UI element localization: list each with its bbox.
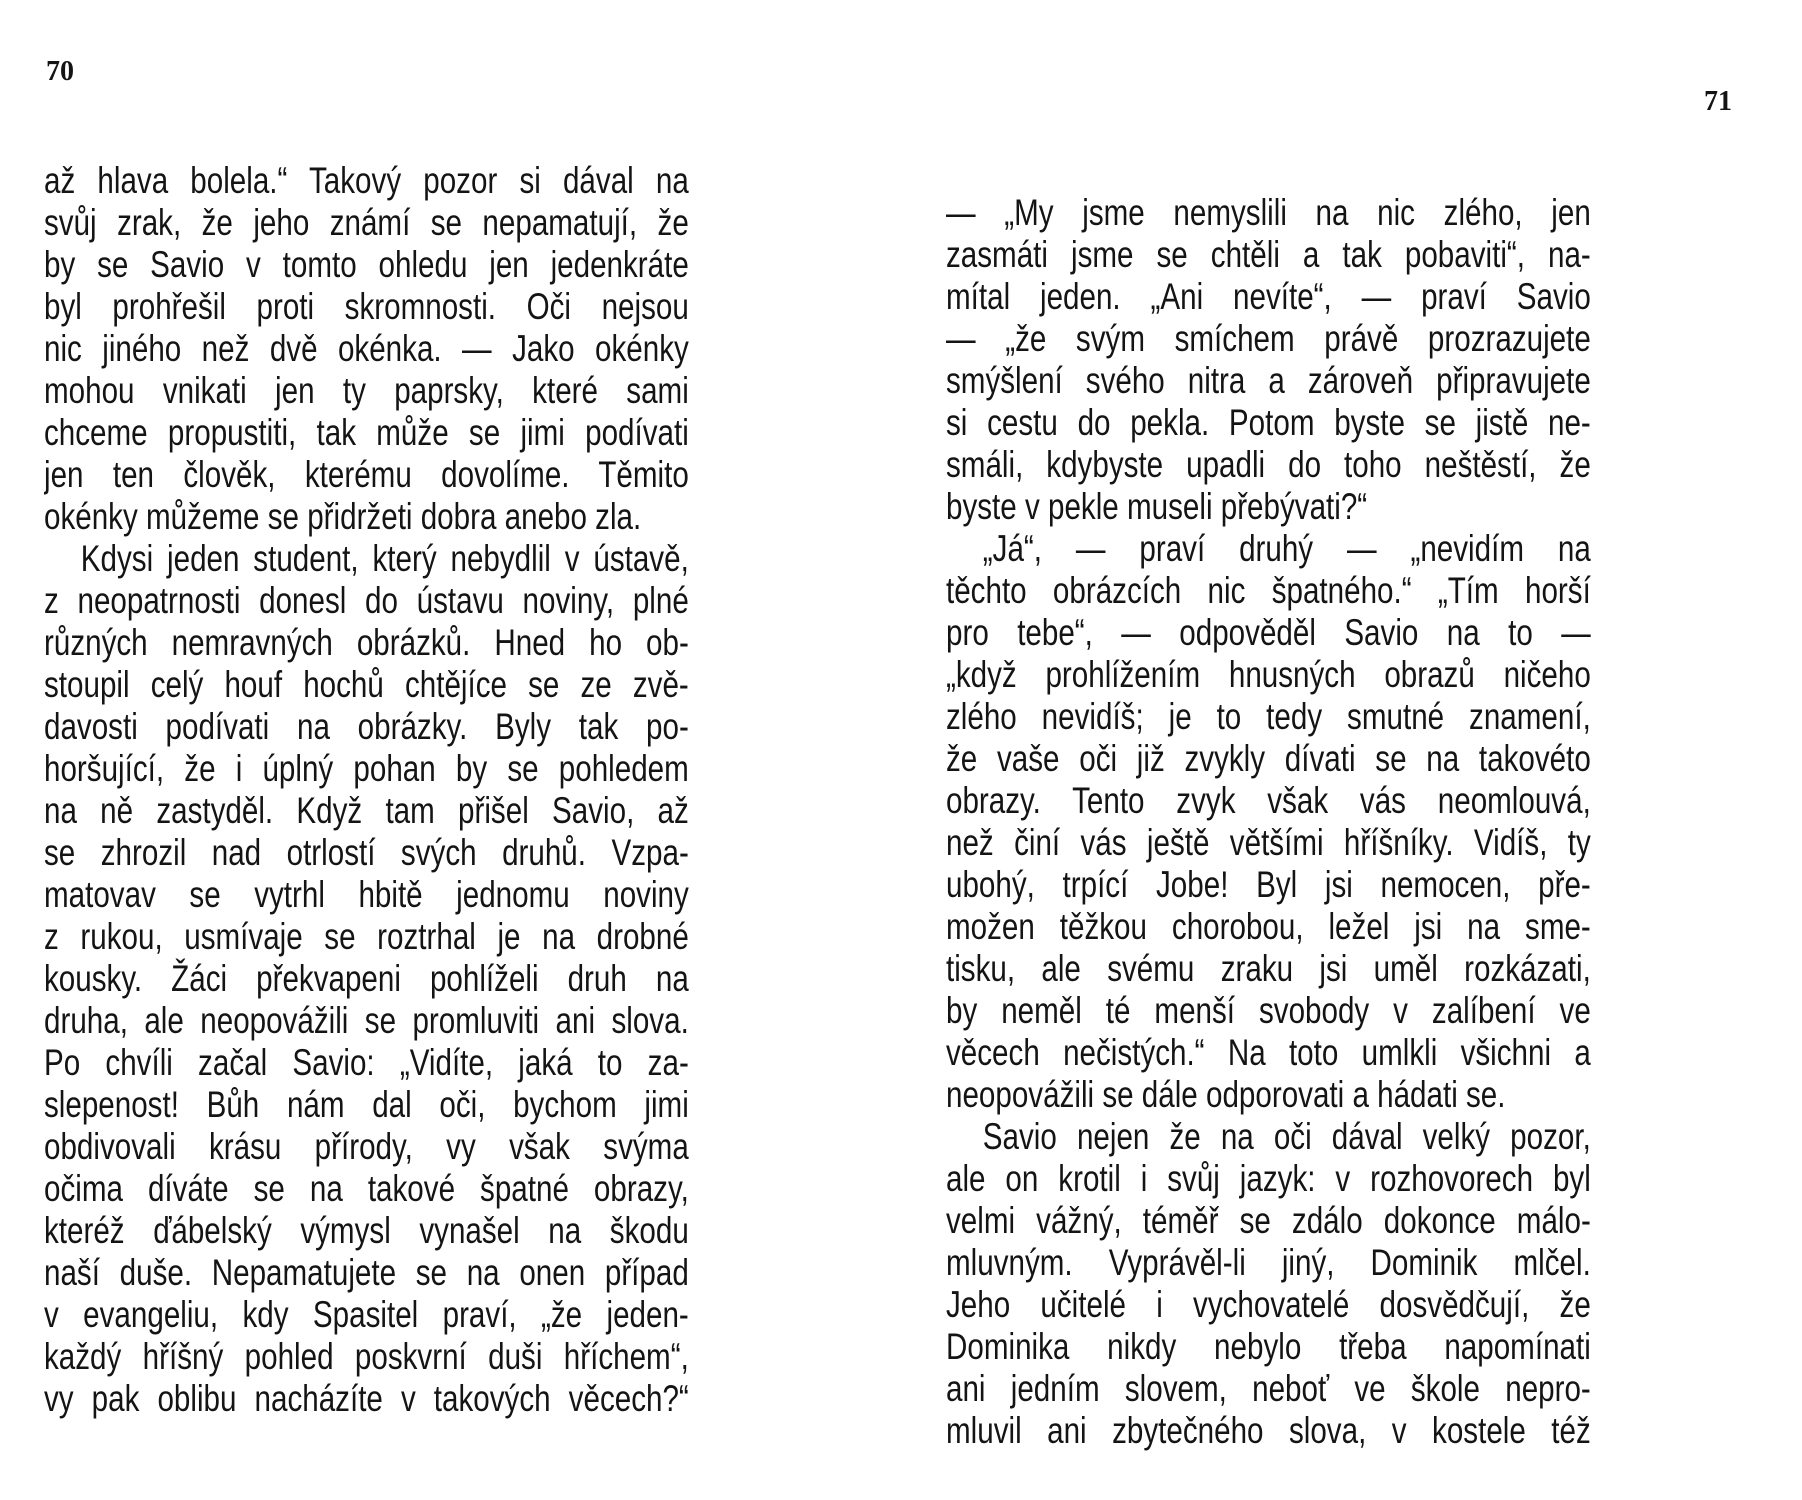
text-line: tisku, ale svému zraku jsi uměl rozkázati, (946, 948, 1591, 989)
text-line: byste v pekle museli přebývati?“ (946, 486, 1368, 527)
text-line: na ně zastyděl. Když tam přišel Savio, až (44, 790, 689, 831)
text-line: Dominika nikdy nebylo třeba napomínati (946, 1326, 1591, 1367)
text-line: z rukou, usmívaje se roztrhal je na drobné (44, 916, 689, 957)
text-line: matovav se vytrhl hbitě jednomu noviny (44, 874, 689, 915)
right-page-text (946, 192, 1591, 1452)
text-line: svůj zrak, že jeho známí se nepamatují, že (44, 202, 689, 243)
text-line: Kdysi jeden student, který nebydlil v ústavě, (80, 538, 689, 579)
text-line: smýšlení svého nitra a zároveň připravujete (946, 360, 1591, 401)
text-line: jen ten člověk, kterému dovolíme. Těmito (44, 454, 689, 495)
text-line: každý hříšný pohled poskvrní duši hříchem“, (44, 1336, 689, 1377)
text-line: mohou vnikati jen ty paprsky, které sami (44, 370, 689, 411)
page-number-left: 70 (46, 56, 74, 87)
text-line: obrazy. Tento zvyk však vás neomlouvá, (946, 780, 1591, 821)
text-line: mluvným. Vyprávěl-li jiný, Dominik mlčel. (946, 1242, 1591, 1283)
text-line: naší duše. Nepamatujete se na onen případ (44, 1252, 689, 1293)
text-line: stoupil celý houf hochů chtějíce se ze zvě- (44, 664, 689, 705)
text-line: z neopatrnosti donesl do ústavu noviny, plné (44, 580, 689, 621)
text-line: „když prohlížením hnusných obrazů ničeho (946, 654, 1591, 695)
text-line: by se Savio v tomto ohledu jen jedenkráte (44, 244, 689, 285)
text-line: druha, ale neopovážili se promluviti ani slova. (44, 1000, 689, 1041)
text-line: možen těžkou chorobou, ležel jsi na sme- (946, 906, 1591, 947)
text-line: — „že svým smíchem právě prozrazujete (946, 318, 1591, 359)
text-line: očima díváte se na takové špatné obrazy, (44, 1168, 689, 1209)
text-line: slepenost! Bůh nám dal oči, bychom jimi (44, 1084, 689, 1125)
text-line: věcech nečistých.“ Na toto umlkli všichni a (946, 1032, 1591, 1073)
text-line: chceme propustiti, tak může se jimi podívati (44, 412, 689, 453)
text-line: těchto obrázcích nic špatného.“ „Tím horší (946, 570, 1591, 611)
text-line: než činí vás ještě většími hříšníky. Vidíš, ty (946, 822, 1591, 863)
text-line: ubohý, trpící Jobe! Byl jsi nemocen, pře- (946, 864, 1591, 905)
text-line: zasmáti jsme se chtěli a tak pobaviti“, na- (946, 234, 1591, 275)
text-line: ale on krotil i svůj jazyk: v rozhovorech byl (946, 1158, 1591, 1199)
text-line: ani jedním slovem, neboť ve škole nepro- (946, 1368, 1591, 1409)
text-line: se zhrozil nad otrlostí svých druhů. Vzpa- (44, 832, 689, 873)
text-line: byl prohřešil proti skromnosti. Oči nejsou (44, 286, 689, 327)
right-page (890, 0, 1802, 1500)
text-line: — „My jsme nemyslili na nic zlého, jen (946, 192, 1591, 233)
text-line: neopovážili se dále odporovati a hádati se. (946, 1074, 1506, 1115)
text-line: davosti podívati na obrázky. Byly tak po- (44, 706, 689, 747)
text-line: různých nemravných obrázků. Hned ho ob- (44, 622, 689, 663)
text-line: horšující, že i úplný pohan by se pohledem (44, 748, 689, 789)
text-line: okénky můžeme se přidržeti dobra anebo zla. (44, 496, 642, 537)
text-line: až hlava bolela.“ Takový pozor si dával na (44, 160, 689, 201)
text-line: vy pak oblibu nacházíte v takových věcech?“ (44, 1378, 689, 1419)
text-line: Po chvíli začal Savio: „Vidíte, jaká to za- (44, 1042, 689, 1083)
text-line: že vaše oči již zvykly dívati se na takovéto (946, 738, 1591, 779)
text-line: smáli, kdybyste upadli do toho neštěstí, že (946, 444, 1591, 485)
text-line: by neměl té menší svobody v zalíbení ve (946, 990, 1591, 1031)
text-line: kousky. Žáci překvapeni pohlíželi druh na (44, 958, 689, 999)
text-line: Jeho učitelé i vychovatelé dosvědčují, že (946, 1284, 1591, 1325)
text-line: „Já“, — praví druhý — „nevidím na (982, 528, 1591, 569)
left-page-text (44, 160, 689, 1420)
text-line: mluvil ani zbytečného slova, v kostele též (946, 1410, 1591, 1451)
text-line: kteréž ďábelský výmysl vynašel na škodu (44, 1210, 689, 1251)
text-line: v evangeliu, kdy Spasitel praví, „že jeden- (44, 1294, 689, 1335)
text-line: pro tebe“, — odpověděl Savio na to — (946, 612, 1591, 653)
text-line: velmi vážný, téměř se zdálo dokonce málo- (946, 1200, 1591, 1241)
text-line: zlého nevidíš; je to tedy smutné znamení, (946, 696, 1591, 737)
text-line: mítal jeden. „Ani nevíte“, — praví Savio (946, 276, 1591, 317)
left-page (0, 0, 890, 1500)
text-line: Savio nejen že na oči dával velký pozor, (982, 1116, 1591, 1157)
text-line: obdivovali krásu přírody, vy však svýma (44, 1126, 689, 1167)
text-line: nic jiného než dvě okénka. — Jako okénky (44, 328, 689, 369)
page-number-right: 71 (1704, 86, 1732, 117)
text-line: si cestu do pekla. Potom byste se jistě ne- (946, 402, 1591, 443)
